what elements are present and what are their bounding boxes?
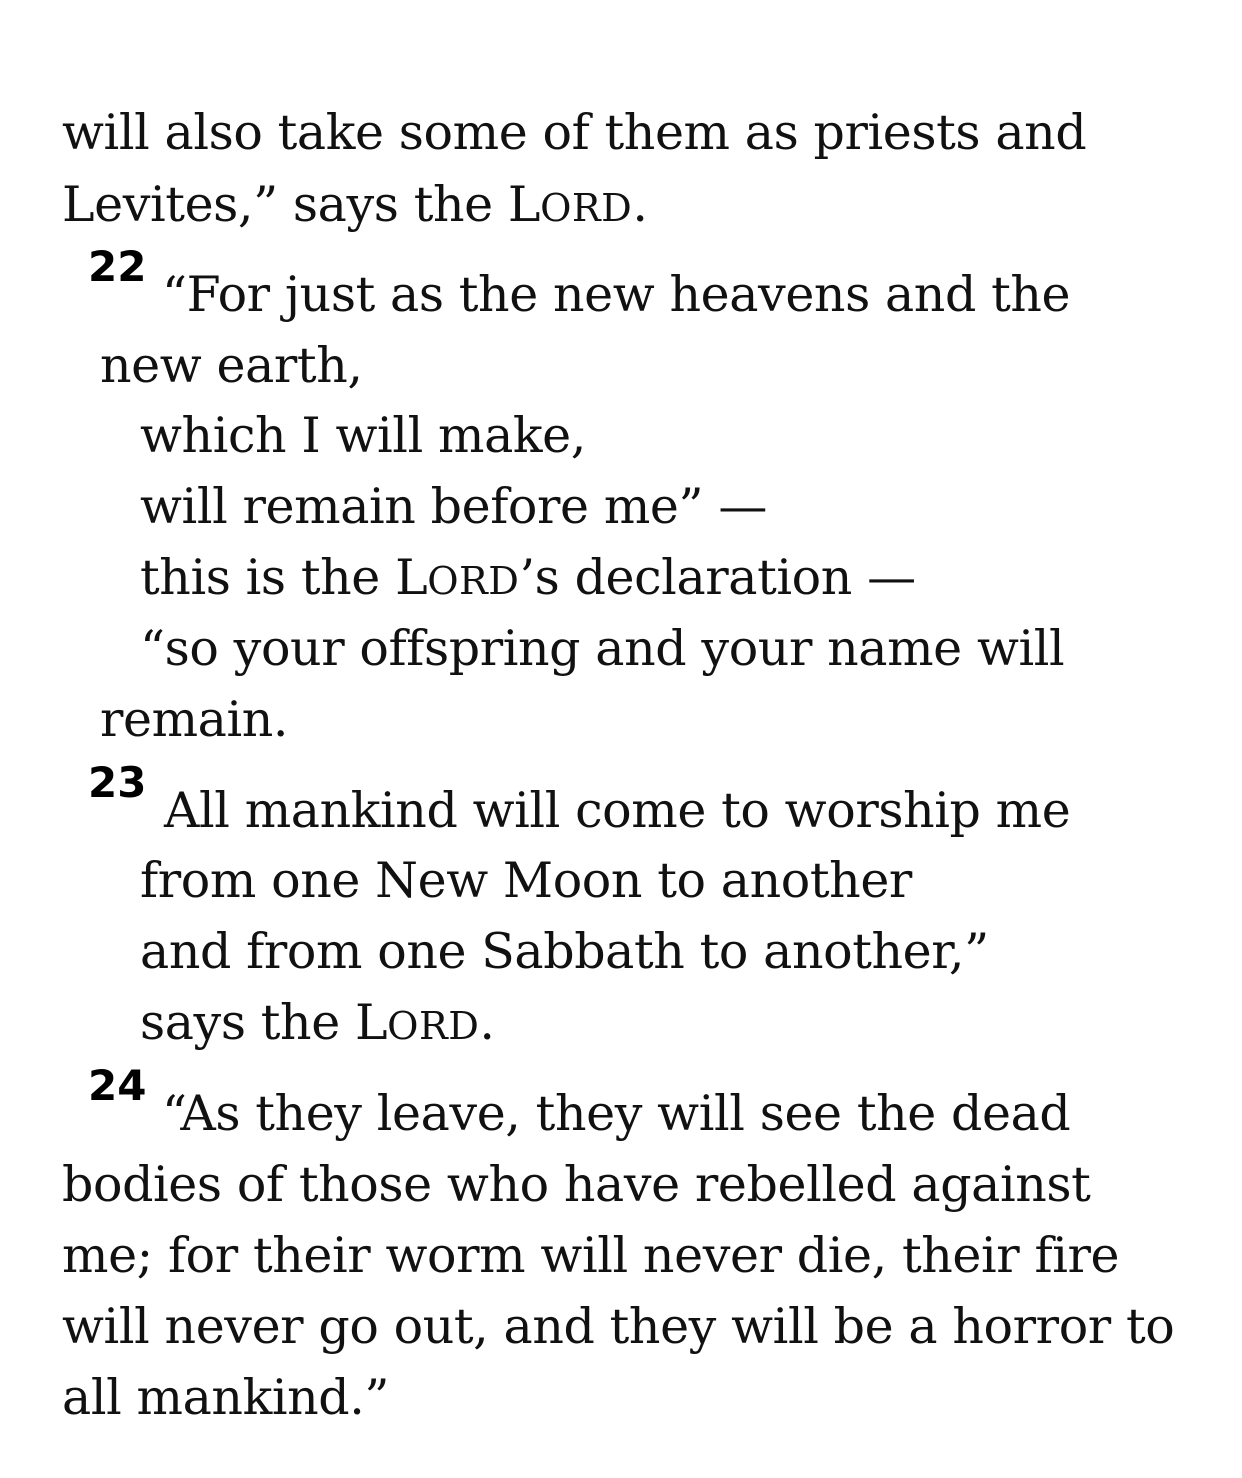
divine-name-initial: L (507, 176, 541, 233)
verse-24-line-2 (62, 1155, 1090, 1215)
divine-name-small-caps: ORD (387, 1005, 480, 1049)
verse-22-line-3 (140, 406, 586, 466)
verse-22-line-4 (140, 477, 767, 537)
line-text: will never go out, and they will be a horror to (62, 1298, 1175, 1355)
verse-23-line-3 (140, 922, 989, 982)
verse-22-line-7 (100, 690, 288, 750)
verse-22-line-6 (140, 619, 1064, 679)
verse-number-22: 22 (88, 242, 147, 291)
line-text: “so your offspring and your name will (140, 620, 1065, 677)
verse-number-24: 24 (88, 1061, 147, 1110)
verse-22-line-5 (140, 548, 916, 608)
verse-24-line-4 (62, 1297, 1174, 1357)
line-text: says the (140, 994, 355, 1051)
divine-name-small-caps: ORD (540, 187, 633, 231)
verse-24-line-5 (62, 1368, 389, 1428)
line-text: “For just as the new heavens and the (162, 266, 1071, 323)
verse-number-23: 23 (88, 758, 147, 807)
verse-21-line-1 (62, 103, 1086, 163)
verse-24-line-1 (162, 1084, 1070, 1144)
line-text: all mankind.” (62, 1369, 390, 1426)
line-text: “As they leave, they will see the dead (162, 1085, 1071, 1142)
line-text: bodies of those who have rebelled against (62, 1156, 1091, 1213)
line-text: remain. (100, 691, 289, 748)
verse-22-line-1 (162, 265, 1070, 325)
divine-name-initial: L (355, 994, 388, 1051)
line-text: from one New Moon to another (140, 852, 912, 909)
line-text: Levites,” says the (62, 176, 508, 233)
divine-name-initial: L (395, 549, 428, 606)
divine-name-small-caps: ORD (427, 560, 520, 604)
verse-23-line-2 (140, 851, 912, 911)
line-text: which I will make, (140, 407, 586, 464)
line-text: me; for their worm will never die, their fire (62, 1227, 1120, 1284)
line-text: will remain before me” — (140, 478, 767, 535)
verse-23-line-1 (164, 781, 1070, 841)
verse-24-line-3 (62, 1226, 1119, 1286)
line-text: . (632, 176, 648, 233)
line-text: ’s declaration — (519, 549, 916, 606)
line-text: will also take some of them as priests and (62, 104, 1087, 161)
verse-22-line-2 (100, 336, 363, 396)
line-text: and from one Sabbath to another,” (140, 923, 989, 980)
line-text: this is the (140, 549, 396, 606)
verse-21-line-2 (62, 175, 648, 235)
line-text: . (479, 994, 495, 1051)
verse-23-line-4 (140, 993, 495, 1053)
line-text: new earth, (100, 337, 363, 394)
line-text: All mankind will come to worship me (164, 782, 1071, 839)
